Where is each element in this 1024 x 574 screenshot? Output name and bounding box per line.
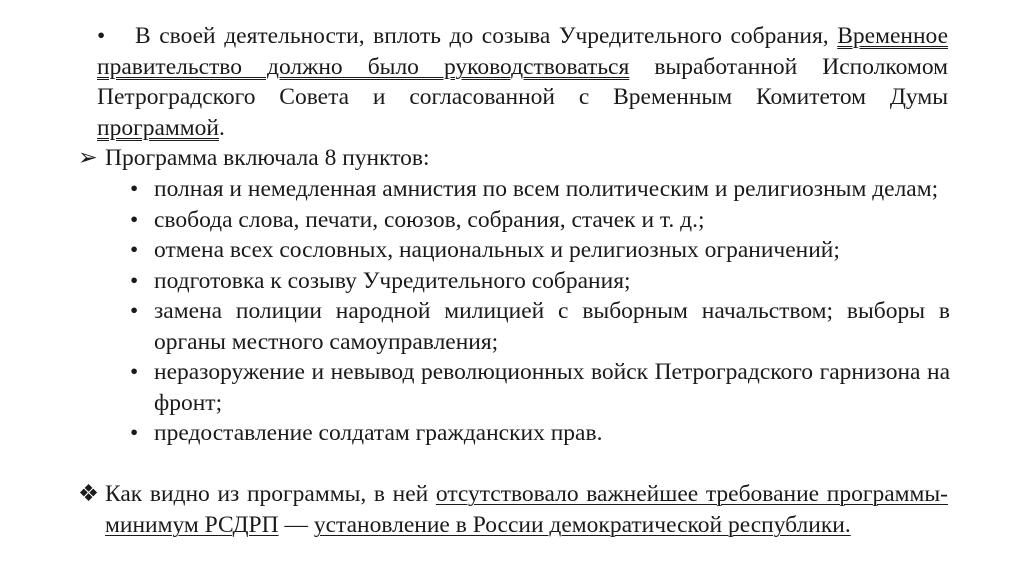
list-item-text: отмена всех сословных, национальных и религиозных ограничений; [154, 237, 840, 263]
bullet-dot: • [130, 206, 139, 233]
list-item [130, 266, 950, 297]
list-item-text: неразоружение и невывод революционных войск Петроградского гарнизона на фронт; [154, 359, 950, 416]
conclusion-dash: — [278, 511, 314, 538]
intro-bullet: • [97, 23, 106, 49]
intro-underlined-text: Временное правительство должно было руководствоваться [97, 23, 948, 80]
bullet-dot: • [130, 298, 139, 324]
list-item-text: замена полиции народной милицией с выборным начальством; выборы в органы местного самоуправления; [154, 298, 950, 355]
bullet-dot: • [130, 237, 139, 263]
intro-program-word: программой [97, 114, 219, 141]
program-list [130, 174, 950, 449]
conclusion-text-start: Как видно из программы, в ней [105, 481, 436, 507]
list-item-text: подготовка к созыву Учредительного собрания; [154, 267, 631, 294]
list-item [130, 205, 950, 236]
intro-text-end: . [218, 114, 225, 141]
list-item [130, 174, 950, 205]
list-item [130, 296, 950, 357]
conclusion-paragraph [105, 479, 948, 540]
list-item-text: свобода слова, печати, союзов, собрания, стачек и т. д.; [154, 206, 705, 233]
intro-text-start: В своей деятельности, вплоть до созыва Учредительного собрания, [135, 23, 838, 49]
conclusion-underlined-2: установление в России демократической республики. [313, 511, 851, 538]
intro-text-middle: выработанной Исполкомом Петроградского Совета и согласованной с Временным Комитетом Думы [97, 53, 948, 110]
arrow-bullet-icon: ➢ [78, 145, 98, 171]
list-item [130, 235, 950, 266]
list-item [130, 357, 950, 418]
bullet-dot: • [130, 420, 139, 446]
list-item-text: предоставление солдатам гражданских прав. [154, 420, 603, 446]
bullet-dot: • [130, 176, 139, 202]
list-item-text: полная и немедленная амнистия по всем политическим и религиозным делам; [154, 176, 939, 202]
program-heading: Программа включала 8 пунктов: [105, 145, 430, 171]
intro-paragraph [97, 21, 948, 143]
diamond-bullet-icon: ❖ [78, 481, 100, 507]
list-item [130, 418, 950, 449]
bullet-dot: • [130, 359, 139, 385]
conclusion-underlined-1: отсутствовало важнейшее требование программы-минимум РСДРП [105, 481, 948, 538]
bullet-dot: • [130, 267, 139, 294]
